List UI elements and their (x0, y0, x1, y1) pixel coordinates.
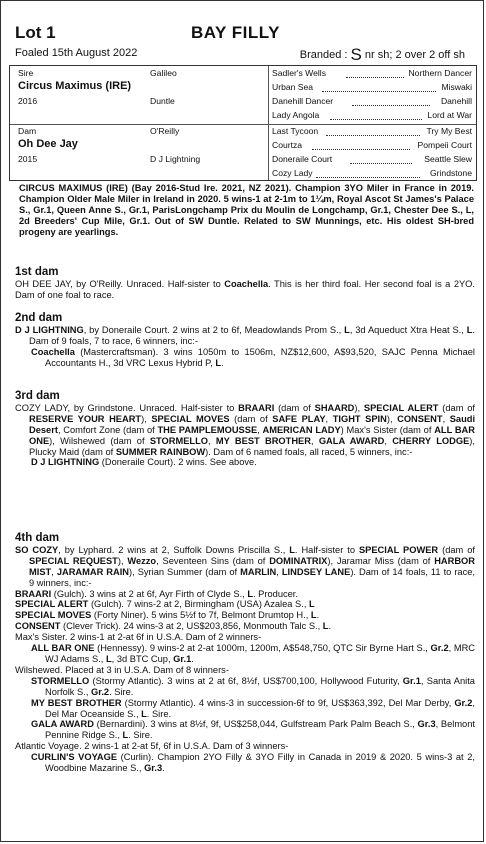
coachella-entry: Coachella (Mastercraftsman). 3 wins 1050m to 1506m, NZ$12,600, A$93,520, SAJC Penna Michael Accountants H., 3d VRC Lexus Hybrid P, L. (31, 346, 475, 368)
fourth-dam-text: SO COZY, by Lyphard. 2 wins at 2, Suffolk Downs Priscilla S., L. Half-sister to SPECIAL POWER (dam of SPECIAL REQUEST), Wezzo, Seventeen Sins (dam of DOMINATRIX), Jaramar Miss (dam of HARBOR MIST, JARAMAR RAIN), Syrian Summer (dam of MARLIN, LINDSEY LANE). Dam of 14 foals, 11 to race, 9 winners, inc:- (15, 544, 476, 588)
fourth-dam-heading: 4th dam (15, 532, 60, 544)
first-dam-section (15, 267, 475, 301)
horse-description: BAY FILLY (191, 23, 280, 42)
third-dam-text: COZY LADY, by Grindstone. Unraced. Half-sister to BRAARI (dam of SHAARD), SPECIAL ALERT (dam of RESERVE YOUR HEART), SPECIAL MOVES (dam of SAFE PLAY, TIGHT SPIN), CONSENT, Saudi Desert, Comfort Zone (dam of THE PAMPLEMOUSSE, AMERICAN LADY) Max's Sister (dam of ALL BAR ONE), Wilshewed (dam of STORMELLO, MY BEST BROTHER, GALA AWARD, CHERRY LODGE), Plucky Maid (dam of SUMMER RAINBOW). Dam of 6 named foals, all raced, 5 winners, inc:- (15, 402, 476, 457)
special-alert-entry: SPECIAL ALERT (Gulch). 7 wins-2 at 2, Birmingham (USA) Azalea S., L (15, 599, 315, 610)
lot-number: Lot 1 (15, 23, 56, 42)
max-sister-entry: Max's Sister. 2 wins-1 at 2-at 6f in U.S.A. Dam of 2 winners- (15, 632, 262, 643)
fourth-dam-section (15, 533, 475, 774)
dj-lightning-entry: D J LIGHTNING (Doneraile Court). 2 wins. See above. (31, 457, 257, 468)
consent-entry: CONSENT (Clever Trick). 24 wins-3 at 2, US$203,856, Monmouth Talc S., L. (15, 621, 332, 632)
stormello-entry: STORMELLO (Stormy Atlantic). 3 wins at 2 at 6f, 8½f, US$700,100, Hollywood Futurity, Gr.1, Santa Anita Norfolk S., Gr.2. Sire. (31, 675, 475, 697)
all-bar-one-entry: ALL BAR ONE (Hennessy). 9 wins-2 at 2-at 1000m, 1200m, A$548,750, QTC Sir Byrne Hart S., Gr.2, MRC WJ Adams S., L, 3d BTC Cup, Gr.1. (31, 643, 476, 664)
wilshewed-entry: Wilshewed. Placed at 3 in U.S.A. Dam of 8 winners- (15, 664, 229, 675)
dam-label: Dam (18, 126, 37, 136)
foaled-date: Foaled 15th August 2022 (15, 47, 138, 59)
dam-year: 2015 (18, 154, 38, 164)
dam-name: Oh Dee Jay (18, 138, 78, 150)
sire-sire: Galileo (150, 68, 177, 78)
second-dam-text: D J LIGHTNING, by Doneraile Court. 2 wins at 2 to 6f, Meadowlands Prom S., L, 3d Aqueduct Xtra Heat S., L. Dam of 9 foals, 7 to race, 6 winners, inc:- (15, 324, 475, 346)
special-moves-entry: SPECIAL MOVES (Forty Niner). 5 wins 5½f to 7f, Belmont Drumtop H., L. (15, 610, 320, 621)
third-dam-section (15, 391, 475, 468)
gala-award-entry: GALA AWARD (Bernardini). 3 wins at 8½f, 9f, US$258,044, Gulfstream Park Palm Beach S., Gr.3, Belmont Pennine Ridge S., L. Sire. (31, 719, 475, 741)
second-dam-section (15, 313, 475, 369)
dam-sire: O'Reilly (150, 126, 180, 136)
lot-header (15, 23, 469, 45)
third-dam-heading: 3rd dam (15, 390, 60, 402)
brand-info: Branded : S nr sh; 2 over 2 off sh (299, 45, 465, 64)
curlins-voyage-entry: CURLIN'S VOYAGE (Curlin). Champion 2YO Filly & 3YO Filly in Canada in 2019 & 2020. 5 wins-3 at 2, Woodbine Mazarine S., Gr.3. (31, 752, 475, 774)
sire-name: Circus Maximus (IRE) (18, 80, 132, 92)
my-best-brother-entry: MY BEST BROTHER (Stormy Atlantic). 4 wins-3 in succession-6f to 9f, US$363,392, Del Mar Derby, Gr.2, Del Mar Oceanside S., L. Sire. (31, 697, 475, 719)
sire-year: 2016 (18, 96, 38, 106)
dam-dam: D J Lightning (150, 154, 201, 164)
sire-summary: CIRCUS MAXIMUS (IRE) (Bay 2016-Stud Ire. 2021, NZ 2021). Champion 3YO Miler in France in 2019. Champion Older Male Miler in Ireland in 2020. 5 wins-1 at 2-1m to 1¼m, Royal Ascot St James's Palace S., Gr.1, Queen Anne S., Gr.1, ParisLongchamp Prix du Moulin de Longchamp, Gr.1, Chester Dee S., L, 2d Breeders' Cup Mile, Gr.1. Out of SW Duntle. Related to SW Munnings, etc. His oldest SH-bred progeny are yearlings. (19, 183, 474, 237)
atlantic-voyage-entry: Atlantic Voyage. 2 wins-1 at 2-at 5f, 6f in U.S.A. Dam of 3 winners- (15, 741, 289, 752)
first-dam-text: OH DEE JAY, by O'Reilly. Unraced. Half-sister to Coachella. This is her third foal. Her second foal is a 2YO. Dam of one foal to race. (15, 278, 475, 300)
braari-entry: BRAARI (Gulch). 3 wins at 2 at 6f, Ayr Firth of Clyde S., L. Producer. (15, 588, 298, 599)
sire-dam: Duntle (150, 96, 175, 106)
second-dam-heading: 2nd dam (15, 312, 63, 324)
first-dam-heading: 1st dam (15, 266, 59, 278)
sire-label: Sire (18, 68, 34, 78)
pedigree-table: Sire Galileo Sadler's Wells Northern Dancer Circus Maximus (IRE) Urban Sea Miswaki 2016 Duntle Danehill Dancer Danehill Lady Angola Lord at War Dam O'Reilly Last Tycoon Try My Best Oh Dee Jay Courtza Pompeii Court 2015 D J Lightning Doneraile Court Seattle Slew Cozy Lady Grindstone (9, 65, 477, 181)
